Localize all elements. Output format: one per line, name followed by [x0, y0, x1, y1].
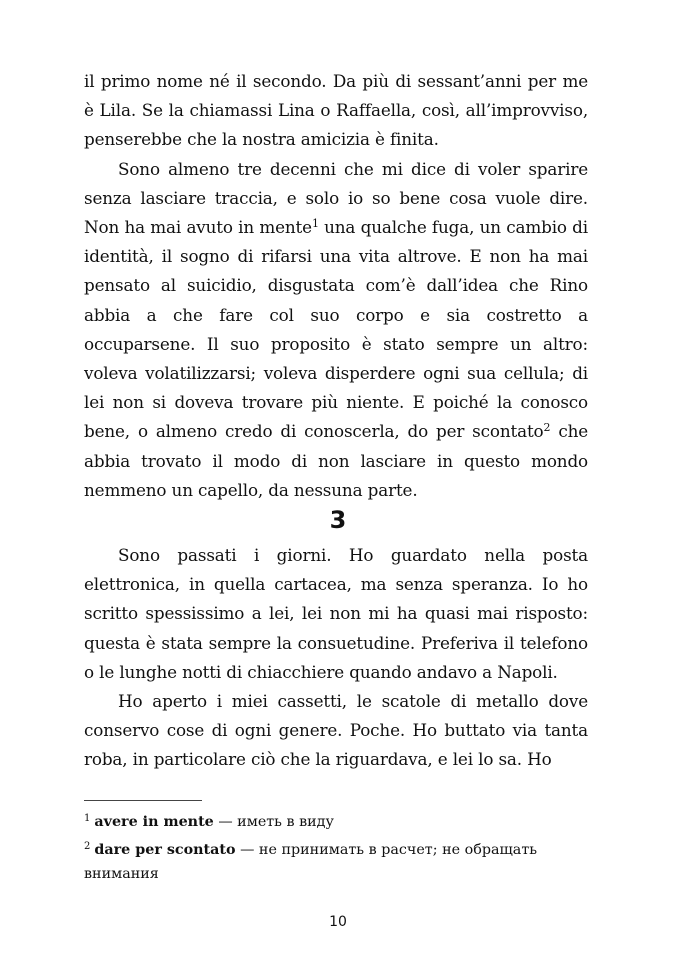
footnote-divider: [84, 800, 202, 801]
footnote-ref-1[interactable]: 1: [311, 217, 319, 231]
footnote-number: 2: [84, 841, 91, 852]
footnote-2: [84, 838, 594, 886]
chapter-number: 3: [329, 506, 347, 534]
footnote-definition: — не принимать в расчет; не обращать внимания: [84, 842, 538, 882]
paragraph-text: Sono almeno tre decenni che mi dice di voler sparire senza lasciare traccia, e solo io so bene cosa vuole dire. Non ha mai avuto in mente: [84, 158, 588, 238]
page-number: 10: [329, 914, 347, 930]
paragraph: [84, 155, 588, 505]
footnote-definition: — иметь в виду: [213, 814, 334, 830]
footnote-number: 1: [84, 813, 91, 824]
footnote-term: dare per scontato: [94, 842, 236, 858]
paragraph: [84, 687, 588, 775]
paragraph-text: Sono passati i giorni. Ho guardato nella posta elettronica, in quella cartacea, ma senza speranza. Io ho scritto spessissimo a lei, lei non mi ha quasi mai risposto: questa è stata sempre la consuetudine. Preferiva il telefono o le lunghe notti di chiacchiere quando andavo a Napoli.: [84, 545, 588, 682]
footnotes: [84, 810, 594, 890]
paragraph: [84, 541, 588, 687]
paragraph-text: che abbia trovato il modo di non lasciare in questo mondo nemmeno un capello, da nessuna parte.: [84, 421, 589, 500]
paragraph-continuation: [84, 67, 588, 155]
body-text-section-2: [84, 541, 588, 775]
paragraph-text: il primo nome né il secondo. Da più di sessant’anni per me è Lila. Se la chiamassi Lina o Raffaella, così, all’improvviso, penserebbe che la nostra amicizia è finita.: [84, 71, 588, 150]
paragraph-text: Ho aperto i miei cassetti, le scatole di metallo dove conservo cose di ogni genere. Poche. Ho buttato via tanta roba, in particolare ciò che la riguardava, e lei lo sa. Ho: [84, 691, 588, 770]
footnote-1: [84, 810, 594, 834]
body-text-section-1: [84, 67, 588, 505]
paragraph-text: una qualche fuga, un cambio di identità, il sogno di rifarsi una vita altrove. E non ha mai pensato al suicidio, disgustata com’è dall’idea che Rino abbia a che fare col suo corpo e sia costretto a occuparsene. Il suo proposito è stato sempre un altro: voleva volatilizzarsi; voleva disperdere ogni sua cellula; di lei non si doveva trovare più niente. E poiché la conosco bene, o almeno credo di conoscerla, do per scontato: [84, 217, 588, 442]
footnote-ref-2[interactable]: 2: [543, 421, 551, 435]
footnote-term: avere in mente: [94, 814, 214, 830]
